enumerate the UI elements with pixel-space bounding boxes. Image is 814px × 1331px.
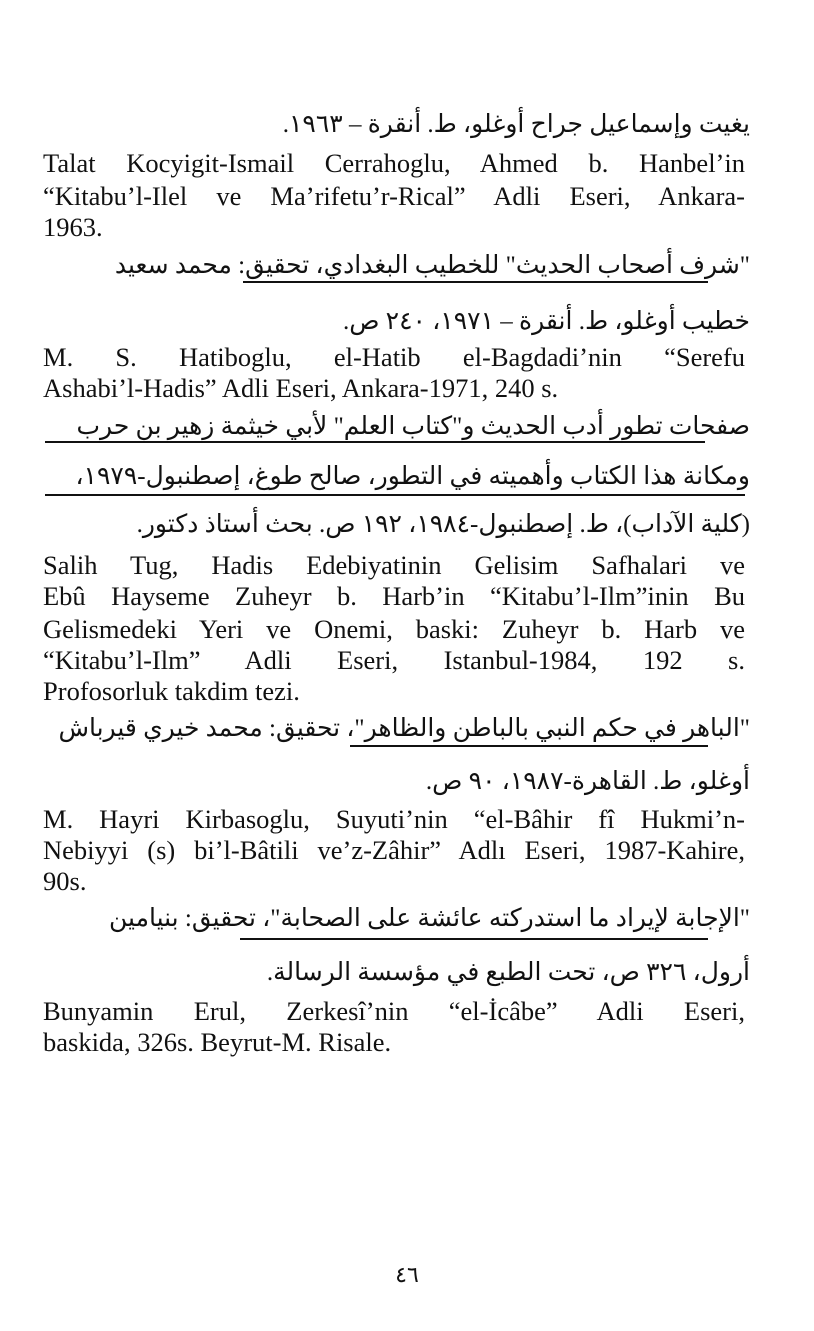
latin-line: “Kitabu’l-Ilm” Adli Eseri, Istanbul-1984, 192 s.	[43, 645, 745, 675]
latin-line: Bunyamin Erul, Zerkesî’nin “el-İcâbe” Adli Eseri,	[43, 996, 745, 1026]
latin-line: M. Hayri Kirbasoglu, Suyuti’nin “el-Bâhir fî Hukmi’n-	[43, 804, 745, 834]
latin-line: Gelismedeki Yeri ve Onemi, baski: Zuheyr b. Harb ve	[43, 614, 745, 644]
page-number: ٤٦	[395, 1262, 419, 1287]
latin-line: Ashabi’l-Hadis” Adli Eseri, Ankara-1971, 240 s.	[43, 373, 559, 403]
arabic-line: خطيب أوغلو، ط. أنقرة – ١٩٧١، ٢٤٠ ص.	[342, 308, 750, 335]
latin-line: “Kitabu’l-Ilel ve Ma’rifetu’r-Rical” Adli Eseri, Ankara-	[43, 181, 745, 211]
latin-line: M. S. Hatiboglu, el-Hatib el-Bagdadi’nin “Serefu	[43, 342, 745, 372]
title-underline	[243, 281, 708, 283]
arabic-line: (كلية الآداب)، ط. إصطنبول-١٩٨٤، ١٩٢ ص. بحث أستاذ دكتور.	[136, 511, 750, 538]
arabic-line: "الباهر في حكم النبي بالباطن والظاهر"، تحقيق: محمد خيري قيرباش	[58, 715, 750, 742]
arabic-line: "الإجابة لإيراد ما استدركته عائشة على الصحابة"، تحقيق: بنيامين	[109, 905, 750, 932]
title-underline	[350, 745, 708, 747]
title-underline	[45, 494, 745, 496]
latin-line: 90s.	[43, 866, 87, 896]
arabic-line: صفحات تطور أدب الحديث و"كتاب العلم" لأبي خيثمة زهير بن حرب	[76, 413, 750, 440]
latin-line: Nebiyyi (s) bi’l-Bâtili ve’z-Zâhir” Adlı Eseri, 1987-Kahire,	[43, 835, 745, 865]
title-underline	[45, 441, 705, 443]
latin-line: Talat Kocyigit-Ismail Cerrahoglu, Ahmed b. Hanbel’in	[43, 148, 745, 178]
latin-line: Salih Tug, Hadis Edebiyatinin Gelisim Safhalari ve	[43, 550, 745, 580]
arabic-line: أرول، ٣٢٦ ص، تحت الطبع في مؤسسة الرسالة.	[266, 959, 750, 986]
arabic-line: أوغلو، ط. القاهرة-١٩٨٧، ٩٠ ص.	[425, 768, 750, 795]
arabic-line: يغيت وإسماعيل جراح أوغلو، ط. أنقرة – ١٩٦٣.	[282, 111, 750, 138]
title-underline	[240, 938, 708, 940]
arabic-line: ومكانة هذا الكتاب وأهميته في التطور، صالح طوغ، إصطنبول-١٩٧٩،	[75, 463, 750, 490]
latin-line: Ebû Hayseme Zuheyr b. Harb’in “Kitabu’l-Ilm”inin Bu	[43, 581, 745, 611]
arabic-line: "شرف أصحاب الحديث" للخطيب البغدادي، تحقيق: محمد سعيد	[114, 252, 750, 279]
latin-line: 1963.	[43, 212, 103, 242]
latin-line: baskida, 326s. Beyrut-M. Risale.	[43, 1027, 392, 1057]
latin-line: Profosorluk takdim tezi.	[43, 676, 300, 706]
